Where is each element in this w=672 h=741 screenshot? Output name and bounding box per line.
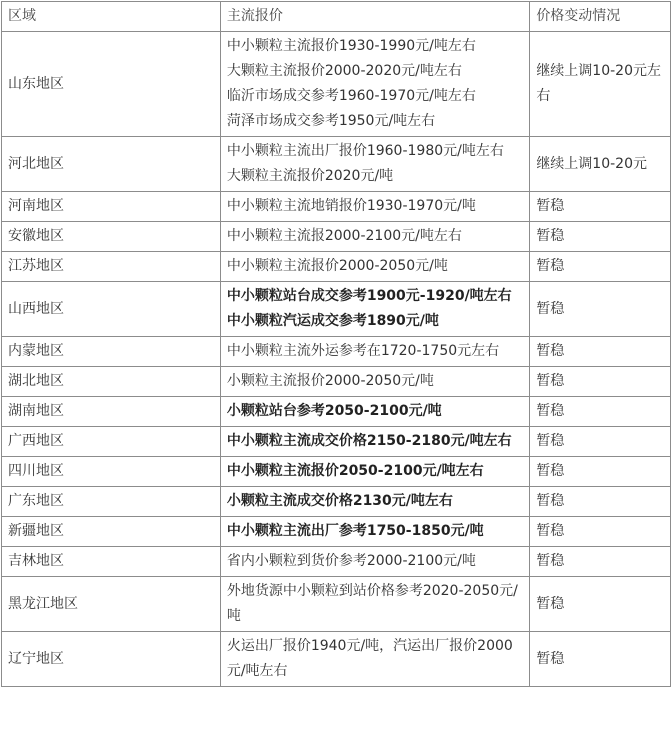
- change-cell: 暂稳: [530, 427, 671, 457]
- change-cell: 继续上调10-20元: [530, 137, 671, 192]
- price-line: 中小颗粒主流报价2050-2100元/吨左右: [226, 463, 484, 479]
- price-cell: [220, 367, 529, 397]
- region-cell: 广东地区: [2, 487, 221, 517]
- price-line: 临沂市场成交参考1960-1970元/吨左右: [226, 88, 476, 104]
- table-row: [2, 487, 671, 517]
- table-row: [2, 252, 671, 282]
- price-line: 中小颗粒主流报2000-2100元/吨左右: [226, 228, 462, 244]
- table-row: [2, 397, 671, 427]
- price-cell: [220, 337, 529, 367]
- region-cell: 江苏地区: [2, 252, 221, 282]
- region-cell: 内蒙地区: [2, 337, 221, 367]
- table-row: [2, 192, 671, 222]
- change-cell: 暂稳: [530, 192, 671, 222]
- price-cell: [220, 397, 529, 427]
- region-cell: 黑龙江地区: [2, 577, 221, 632]
- price-line: 小颗粒主流报价2000-2050元/吨: [226, 373, 434, 389]
- price-cell: [220, 282, 529, 337]
- region-cell: 河南地区: [2, 192, 221, 222]
- change-cell: 暂稳: [530, 367, 671, 397]
- region-cell: 山东地区: [2, 32, 221, 137]
- header-change: 价格变动情况: [530, 2, 671, 32]
- price-line: 中小颗粒汽运成交参考1890元/吨: [226, 313, 439, 329]
- table-row: [2, 282, 671, 337]
- table-row: [2, 632, 671, 687]
- table-row: [2, 137, 671, 192]
- table-row: [2, 547, 671, 577]
- region-cell: 四川地区: [2, 457, 221, 487]
- table-row: [2, 337, 671, 367]
- price-line: 小颗粒主流成交价格2130元/吨左右: [226, 493, 453, 509]
- table-row: [2, 517, 671, 547]
- header-row: [2, 2, 671, 32]
- price-line: 小颗粒站台参考2050-2100元/吨: [226, 403, 442, 419]
- price-cell: [220, 137, 529, 192]
- region-cell: 辽宁地区: [2, 632, 221, 687]
- price-cell: [220, 487, 529, 517]
- table-body: [2, 32, 671, 687]
- price-line: 中小颗粒主流报价1930-1990元/吨左右: [226, 38, 476, 54]
- price-cell: [220, 517, 529, 547]
- region-cell: 安徽地区: [2, 222, 221, 252]
- region-cell: 吉林地区: [2, 547, 221, 577]
- table-row: [2, 427, 671, 457]
- region-cell: 湖南地区: [2, 397, 221, 427]
- price-cell: [220, 252, 529, 282]
- price-cell: [220, 222, 529, 252]
- change-cell: 暂稳: [530, 547, 671, 577]
- change-cell: 暂稳: [530, 577, 671, 632]
- price-cell: [220, 427, 529, 457]
- price-line: 中小颗粒主流出厂参考1750-1850元/吨: [226, 523, 484, 539]
- price-line: 大颗粒主流报价2000-2020元/吨左右: [226, 63, 462, 79]
- region-cell: 广西地区: [2, 427, 221, 457]
- price-cell: [220, 457, 529, 487]
- region-cell: 河北地区: [2, 137, 221, 192]
- change-cell: 暂稳: [530, 337, 671, 367]
- price-line: 菏泽市场成交参考1950元/吨左右: [226, 113, 436, 129]
- price-line: 中小颗粒主流出厂报价1960-1980元/吨左右: [226, 143, 504, 159]
- region-cell: 山西地区: [2, 282, 221, 337]
- table-row: [2, 367, 671, 397]
- table-row: [2, 577, 671, 632]
- change-cell: 暂稳: [530, 252, 671, 282]
- change-cell: 继续上调10-20元左右: [530, 32, 671, 137]
- change-cell: 暂稳: [530, 397, 671, 427]
- price-line: 中小颗粒主流外运参考在1720-1750元左右: [226, 343, 500, 359]
- change-cell: 暂稳: [530, 457, 671, 487]
- price-line: 外地货源中小颗粒到站价格参考2020-2050元/吨: [226, 583, 518, 624]
- price-line: 中小颗粒主流报价2000-2050元/吨: [226, 258, 448, 274]
- price-cell: [220, 547, 529, 577]
- change-cell: 暂稳: [530, 487, 671, 517]
- price-cell: [220, 577, 529, 632]
- price-line: 中小颗粒主流成交价格2150-2180元/吨左右: [226, 433, 512, 449]
- change-cell: 暂稳: [530, 282, 671, 337]
- region-cell: 新疆地区: [2, 517, 221, 547]
- header-region: 区域: [2, 2, 221, 32]
- price-line: 省内小颗粒到货价参考2000-2100元/吨: [226, 553, 476, 569]
- change-cell: 暂稳: [530, 632, 671, 687]
- price-cell: [220, 632, 529, 687]
- price-cell: [220, 192, 529, 222]
- price-line: 大颗粒主流报价2020元/吨: [226, 168, 394, 184]
- price-line: 火运出厂报价1940元/吨，汽运出厂报价2000元/吨左右: [226, 638, 513, 679]
- table-row: [2, 457, 671, 487]
- price-line: 中小颗粒主流地销报价1930-1970元/吨: [226, 198, 476, 214]
- table-row: [2, 222, 671, 252]
- table-row: [2, 32, 671, 137]
- price-table: [1, 1, 671, 687]
- change-cell: 暂稳: [530, 222, 671, 252]
- region-cell: 湖北地区: [2, 367, 221, 397]
- price-line: 中小颗粒站台成交参考1900元-1920/吨左右: [226, 288, 512, 304]
- price-cell: [220, 32, 529, 137]
- change-cell: 暂稳: [530, 517, 671, 547]
- header-price: 主流报价: [220, 2, 529, 32]
